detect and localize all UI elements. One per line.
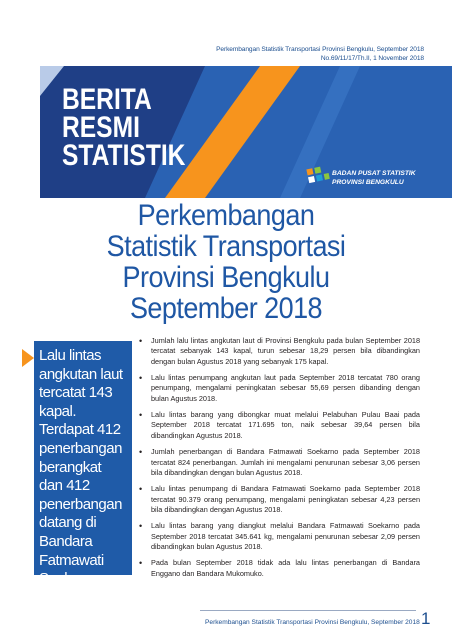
brs-line-berita: BERITA [62,83,152,116]
bullet-item: • Lalu lintas penumpang angkutan laut pada September 2018 tercatat 780 orang penumpang, mengalami peningkatan sebesar 55,69 persen dibanding dengan bulan Agustus 2018. [138,373,420,404]
title-line4: September 2018 [129,292,323,325]
footer-text: Perkembangan Statistik Transportasi Provinsi Bengkulu, September 2018 [205,619,420,626]
document-title [0,200,452,324]
bps-logo-icon [306,163,332,189]
bullet-item: • Jumlah lalu lintas angkutan laut di Provinsi Bengkulu pada bulan September 2018 tercatat sebanyak 143 kapal, turun sebesar 18,29 persen bila dibandingkan dengan bulan Agustus 2018 yang sebanyak 175 kapal. [138,336,420,367]
orange-arrow-icon [22,349,34,367]
brs-line-resmi: RESMI [62,111,140,144]
header-title: Perkembangan Statistik Transportasi Provinsi Bengkulu, September 2018 [216,46,424,53]
bps-org-name [332,169,416,187]
bullet-item: • Lalu lintas penumpang di Bandara Fatmawati Soekarno pada September 2018 tercatat 90.379 orang penumpang, mengalami peningkatan sebesar 4,23 persen bila dibandingkan dengan Agustus 2018. [138,484,420,515]
bullet-item: • Lalu lintas barang yang dibongkar muat melalui Pelabuhan Pulau Baai pada September 2018 tercatat 171.695 ton, naik sebesar 39,64 persen bila dibandingkan Agustus 2018. [138,410,420,441]
summary-bullets [138,336,420,585]
org-name-line2: PROVINSI BENGKULU [332,179,404,186]
title-line2: Statistik Transportasi [106,230,346,263]
brs-line-statistik: STATISTIK [62,139,186,172]
org-name-line1: BADAN PUSAT STATISTIK [332,170,416,177]
header-number-date: No.69/11/17/Th.II, 1 November 2018 [320,55,424,62]
footer-divider [200,610,416,611]
highlight-text: Lalu lintas angkutan laut tercatat 143 kapal. Terdapat 412 penerbangan berangkat dan 412 penerbangan datang di Bandara Fatmawati Soekarno. [39,347,123,588]
page-number: 1 [421,609,431,628]
bullet-item: • Lalu lintas barang yang diangkut melalui Bandara Fatmawati Soekarno pada September 2018 tercatat 345.641 kg, mengalami penurunan sebesar 2,09 persen dibandingkan bulan Agustus 2018. [138,521,420,552]
bullet-item: • Pada bulan September 2018 tidak ada lalu lintas penerbangan di Bandara Enggano dan Bandara Mukomuko. [138,558,420,579]
title-line3: Provinsi Bengkulu [122,261,330,294]
brs-wordmark [62,83,186,172]
report-header [216,45,424,63]
title-line1: Perkembangan [137,199,315,232]
bullet-item: • Jumlah penerbangan di Bandara Fatmawati Soekarno pada September 2018 tercatat 824 penerbangan. Jumlah ini mengalami penurunan sebesar 3,06 persen bila dibandingkan dengan bulan Agustus 2018. [138,447,420,478]
highlight-box [34,341,132,588]
